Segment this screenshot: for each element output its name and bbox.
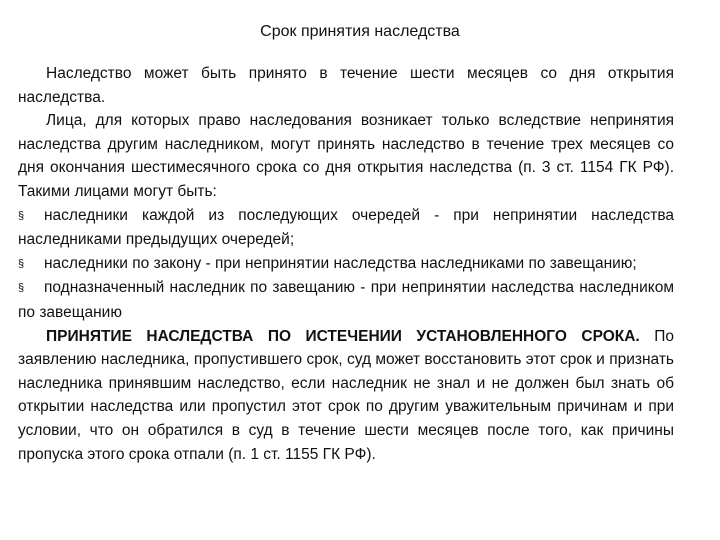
- section-heading: ПРИНЯТИЕ НАСЛЕДСТВА ПО ИСТЕЧЕНИИ УСТАНОВЛЕННОГО СРОКА.: [46, 327, 640, 345]
- list-item: [18, 252, 674, 277]
- list-item: [18, 276, 674, 324]
- list-item-text: подназначенный наследник по завещанию - при непринятии наследства наследником по завещанию: [18, 279, 674, 321]
- page-title: Срок принятия наследства: [260, 23, 460, 40]
- list-item-text: наследники каждой из последующих очередей - при непринятии наследства наследниками предыдущих очередей;: [18, 206, 674, 249]
- list-item-text: наследники по закону - при непринятии наследства наследниками по завещанию;: [44, 254, 637, 272]
- bullet-icon: §: [18, 257, 25, 270]
- list-item: [18, 204, 674, 252]
- bullet-icon: §: [18, 209, 25, 222]
- paragraph-secondary-heirs: Лица, для которых право наследования возникает только вследствие непринятия наследства другим наследником, могут принять наследство в течение трех месяцев со дня окончания шестимесячного срока со дня открытия наследства (п. 3 ст. 1154 ГК РФ). Такими лицами могут быть:: [18, 112, 674, 200]
- bullet-icon: §: [18, 282, 25, 295]
- paragraph-restoration: [18, 325, 674, 467]
- paragraph-term: Наследство может быть принято в течение шести месяцев со дня открытия наследства.: [18, 65, 674, 106]
- paragraph-restoration-text: По заявлению наследника, пропустившего срок, суд может восстановить этот срок и признать наследника принявшим наследство, если наследник не знал и не должен был знать об открытии наследства или пропустил этот срок по другим уважительным причинам и при условии, что он обратился в суд в течение шести месяцев после того, как причины пропуска этого срока отпали (п. 1 ст. 1155 ГК РФ).: [18, 327, 674, 463]
- body-text: [18, 62, 674, 466]
